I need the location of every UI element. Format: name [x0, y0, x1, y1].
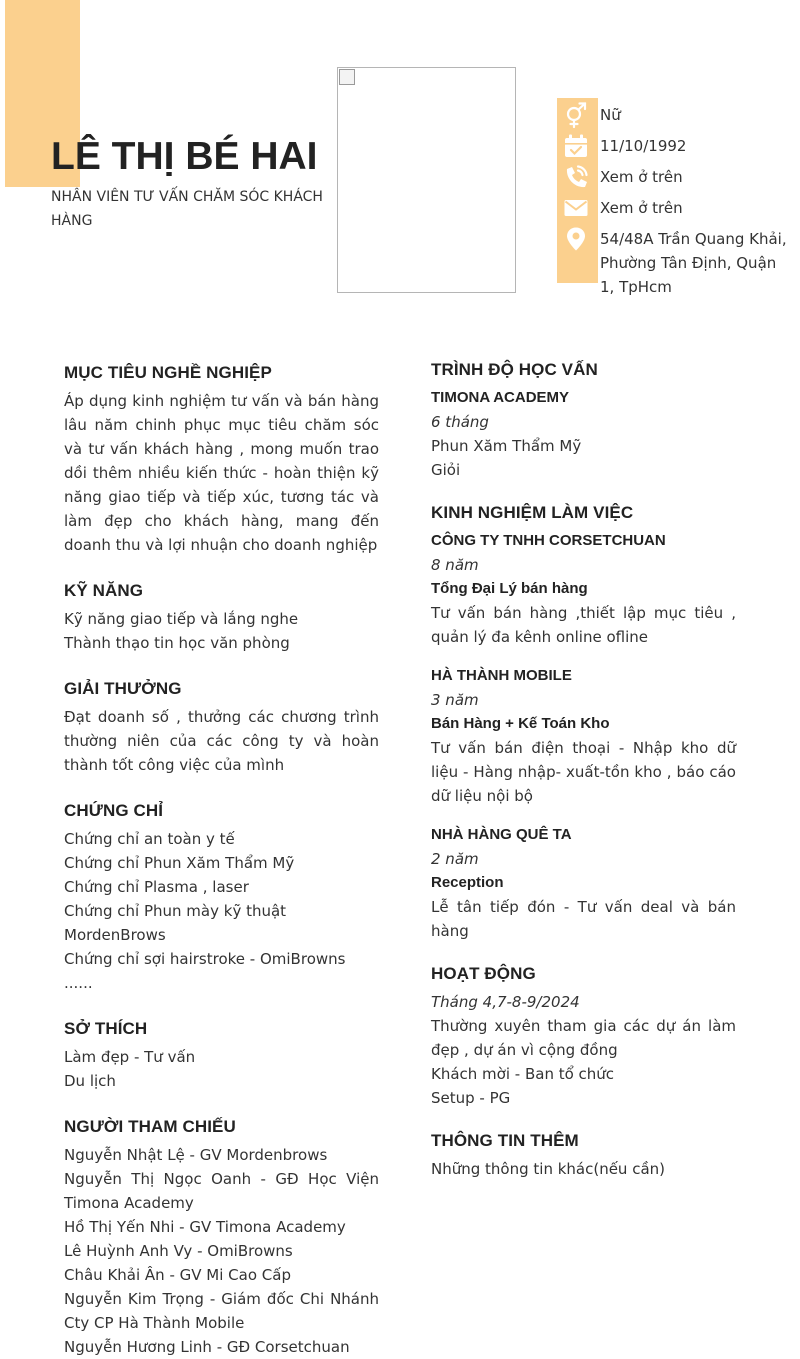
- broken-image-icon: [339, 69, 355, 85]
- experience-position: Tổng Đại Lý bán hàng: [431, 580, 588, 597]
- certificate-item: ......: [64, 974, 93, 992]
- experience-position: Reception: [431, 874, 504, 891]
- activities-role: Setup - PG: [431, 1089, 511, 1107]
- additional-title: THÔNG TIN THÊM: [431, 1131, 579, 1150]
- reference-item: Nguyễn Thị Ngọc Oanh - GĐ Học Viện Timona Academy: [64, 1170, 379, 1212]
- activities-description: Thường xuyên tham gia các dự án làm đẹp , dự án vì cộng đồng: [431, 1017, 736, 1059]
- contact-gender: Nữ: [600, 106, 621, 124]
- contact-email: Xem ở trên: [600, 199, 683, 217]
- certificate-item: Chứng chỉ an toàn y tế: [64, 830, 235, 848]
- education-title: TRÌNH ĐỘ HỌC VẤN: [431, 360, 598, 379]
- section-experience: [431, 497, 736, 943]
- phone-icon: [563, 164, 589, 190]
- additional-text: Những thông tin khác(nếu cần): [431, 1160, 666, 1178]
- activities-role: Khách mời - Ban tổ chức: [431, 1065, 615, 1083]
- profile-photo: [337, 67, 516, 293]
- awards-text: Đạt doanh số , thưởng các chương trình thường niên của các công ty và hoàn thành tốt công việc của mình: [64, 708, 379, 774]
- experience-company: HÀ THÀNH MOBILE: [431, 667, 572, 684]
- education-grade: Giỏi: [431, 461, 461, 479]
- awards-title: GIẢI THƯỞNG: [64, 679, 182, 698]
- experience-title: KINH NGHIỆM LÀM VIỆC: [431, 503, 634, 522]
- section-hobbies: [64, 1013, 379, 1093]
- reference-item: Nguyễn Hương Linh - GĐ Corsetchuan: [64, 1338, 350, 1356]
- experience-duration: 3 năm: [431, 691, 479, 709]
- section-certificates: [64, 795, 379, 995]
- certificate-item: Chứng chỉ Plasma , laser: [64, 878, 249, 896]
- experience-duration: 2 năm: [431, 850, 479, 868]
- skill-item: Thành thạo tin học văn phòng: [64, 634, 290, 652]
- objective-title: MỤC TIÊU NGHỀ NGHIỆP: [64, 363, 272, 382]
- reference-item: Hồ Thị Yến Nhi - GV Timona Academy: [64, 1218, 346, 1236]
- reference-item: Lê Huỳnh Anh Vy - OmiBrowns: [64, 1242, 293, 1260]
- contact-birthday: 11/10/1992: [600, 137, 687, 155]
- experience-company: NHÀ HÀNG QUÊ TA: [431, 826, 572, 843]
- email-icon: [563, 195, 589, 221]
- experience-description: Lễ tân tiếp đón - Tư vấn deal và bán hàng: [431, 898, 736, 940]
- experience-company: CÔNG TY TNHH CORSETCHUAN: [431, 532, 666, 549]
- gender-icon: [563, 102, 589, 128]
- section-additional: [431, 1125, 736, 1181]
- education-duration: 6 tháng: [431, 413, 489, 431]
- activities-title: HOẠT ĐỘNG: [431, 964, 536, 983]
- skills-title: KỸ NĂNG: [64, 581, 144, 600]
- reference-item: Nguyễn Kim Trọng - Giám đốc Chi Nhánh Cty CP Hà Thành Mobile: [64, 1290, 379, 1332]
- education-major: Phun Xăm Thẩm Mỹ: [431, 437, 582, 455]
- section-references: [64, 1111, 379, 1359]
- job-title: NHÂN VIÊN TƯ VẤN CHĂM SÓC KHÁCH HÀNG: [51, 189, 323, 229]
- experience-position: Bán Hàng + Kế Toán Kho: [431, 715, 610, 732]
- activities-period: Tháng 4,7-8-9/2024: [431, 993, 580, 1011]
- section-education: [431, 354, 736, 482]
- certificates-title: CHỨNG CHỈ: [64, 801, 164, 820]
- location-icon: [563, 226, 589, 252]
- reference-item: Châu Khải Ân - GV Mi Cao Cấp: [64, 1266, 291, 1284]
- section-skills: [64, 575, 379, 655]
- experience-description: Tư vấn bán điện thoại - Nhập kho dữ liệu - Hàng nhập- xuất-tồn kho , báo cáo dữ liệu nội bộ: [431, 739, 736, 805]
- candidate-name: LÊ THỊ BÉ HAI: [51, 135, 318, 178]
- certificate-item: Chứng chỉ Phun mày kỹ thuật MordenBrows: [64, 902, 287, 944]
- right-column: [431, 354, 736, 1181]
- reference-item: Nguyễn Nhật Lệ - GV Mordenbrows: [64, 1146, 328, 1164]
- hobbies-title: SỞ THÍCH: [64, 1019, 148, 1038]
- hobby-item: Làm đẹp - Tư vấn: [64, 1048, 196, 1066]
- contact-address: 54/48A Trần Quang Khải, Phường Tân Định, Quận 1, TpHcm: [600, 230, 787, 296]
- experience-entry: [431, 664, 736, 808]
- experience-description: Tư vấn bán hàng ,thiết lập mục tiêu , quản lý đa kênh online ofline: [431, 604, 736, 646]
- experience-duration: 8 năm: [431, 556, 479, 574]
- left-column: [64, 357, 379, 1359]
- skill-item: Kỹ năng giao tiếp và lắng nghe: [64, 610, 299, 628]
- experience-entry: [431, 529, 736, 649]
- experience-entry: [431, 823, 736, 943]
- contact-phone: Xem ở trên: [600, 168, 683, 186]
- section-objective: [64, 357, 379, 557]
- section-awards: [64, 673, 379, 777]
- section-activities: [431, 958, 736, 1110]
- calendar-icon: [563, 133, 589, 159]
- certificate-item: Chứng chỉ sợi hairstroke - OmiBrowns: [64, 950, 346, 968]
- references-title: NGƯỜI THAM CHIẾU: [64, 1117, 236, 1136]
- certificate-item: Chứng chỉ Phun Xăm Thẩm Mỹ: [64, 854, 295, 872]
- hobby-item: Du lịch: [64, 1072, 116, 1090]
- objective-text: Áp dụng kinh nghiệm tư vấn và bán hàng lâu năm chinh phục mục tiêu chăm sóc và tư vấn khách hàng , mong muốn trao dồi thêm nhiều kiến thức - hoàn thiện kỹ năng giao tiếp và tiếp xúc, tương tác và làm đẹp cho khách hàng, mang đến doanh thu và lợi nhuận cho doanh nghiệp: [64, 392, 379, 554]
- education-school: TIMONA ACADEMY: [431, 389, 570, 406]
